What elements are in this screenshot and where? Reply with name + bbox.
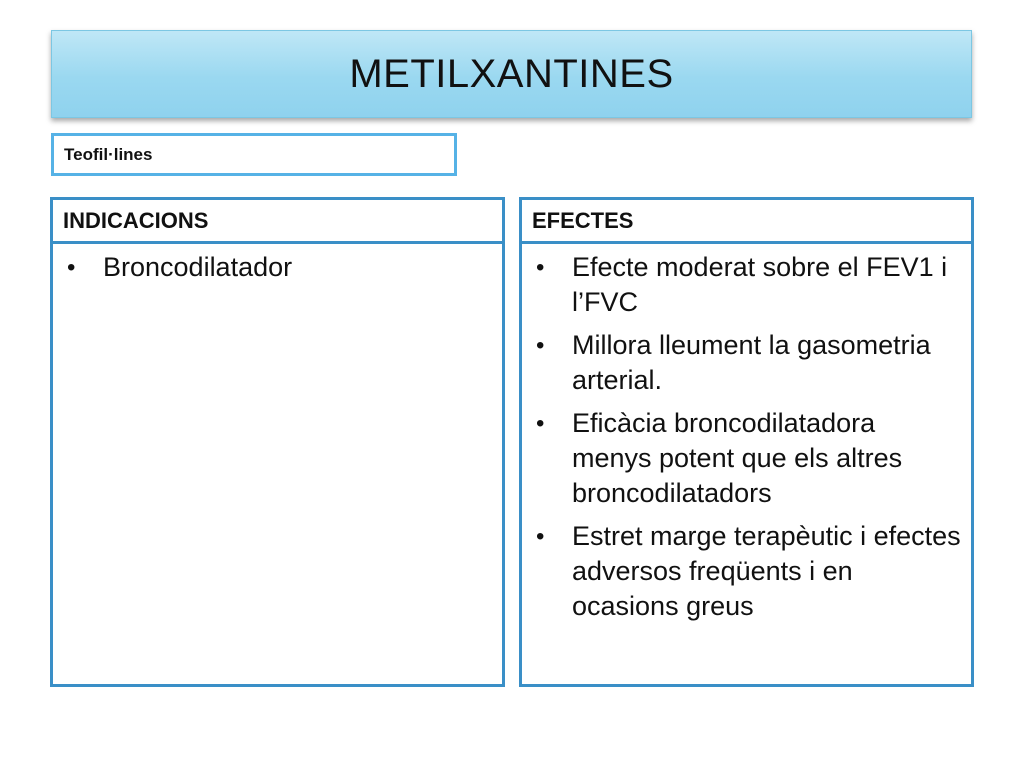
indicacions-panel [50,197,505,687]
bullet-icon: • [536,410,545,437]
subtitle-box [51,133,457,176]
list-item-text: Broncodilatador [103,252,293,282]
indicacions-body [53,244,502,285]
efectes-header: EFECTES [522,200,971,244]
indicacions-list [61,250,492,285]
bullet-icon: • [536,254,545,281]
efectes-body [522,244,971,624]
list-item [61,250,492,285]
bullet-icon: • [536,332,545,359]
list-item-text: Estret marge terapèutic i efectes adversos freqüents i en ocasions greus [572,521,961,621]
list-item [530,250,961,320]
bullet-icon: • [536,523,545,550]
efectes-list [530,250,961,624]
bullet-icon: • [67,254,76,281]
list-item-text: Efecte moderat sobre el FEV1 i l’FVC [572,252,948,317]
list-item-text: Millora lleument la gasometria arterial. [572,330,931,395]
indicacions-header: INDICACIONS [53,200,502,244]
efectes-panel [519,197,974,687]
title-banner [51,30,972,118]
subtitle-label: Teofil·lines [64,144,153,164]
list-item-text: Eficàcia broncodilatadora menys potent que els altres broncodilatadors [572,408,903,508]
list-item [530,406,961,511]
list-item [530,519,961,624]
list-item [530,328,961,398]
page-title: METILXANTINES [349,51,674,96]
